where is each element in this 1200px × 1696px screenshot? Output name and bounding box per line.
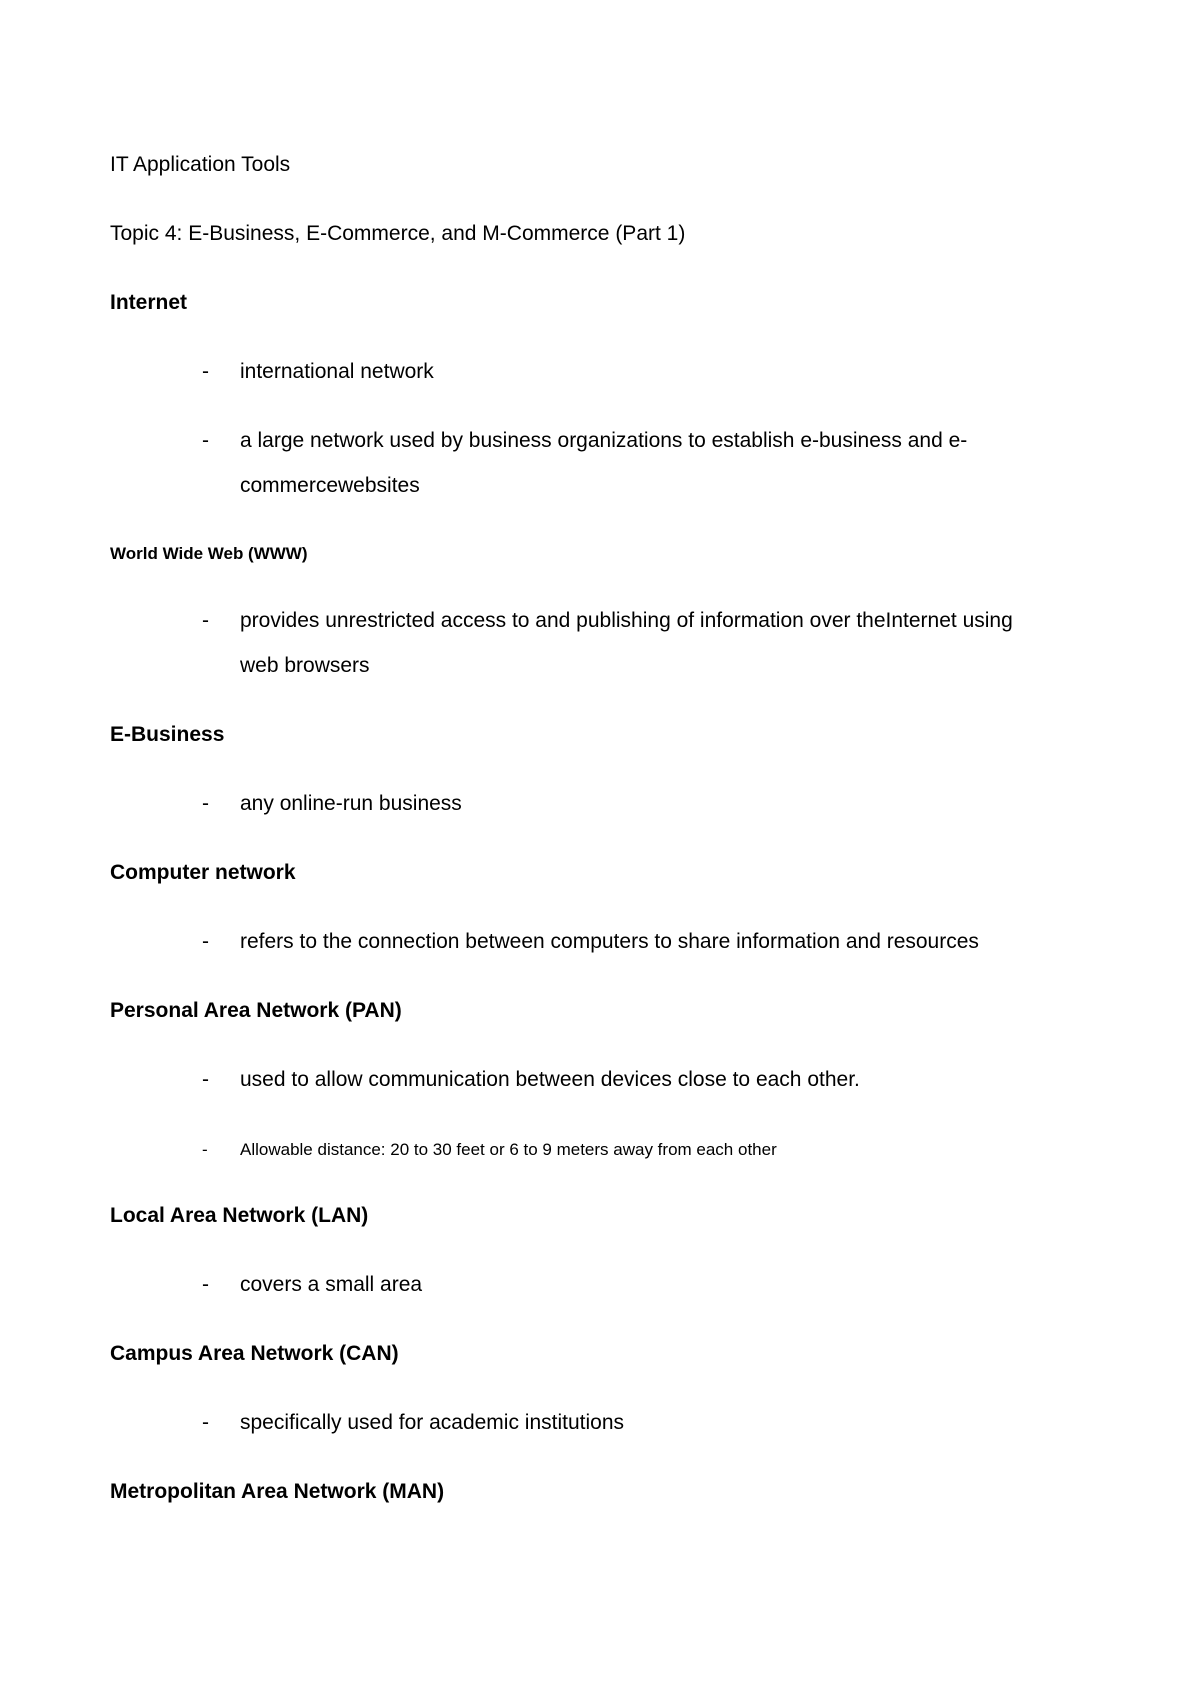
topic-title: Topic 4: E-Business, E-Commerce, and M-Commerce (Part 1): [110, 222, 686, 245]
list-item: [202, 1136, 777, 1164]
list-item: [202, 1271, 422, 1299]
section-heading-internet: Internet: [110, 291, 188, 314]
section-heading-can: Campus Area Network (CAN): [110, 1342, 399, 1365]
list-item-continuation: commercewebsites: [240, 474, 420, 497]
list-item: [202, 358, 434, 386]
list-item-text: covers a small area: [240, 1273, 423, 1296]
list-item: [202, 790, 462, 818]
section-heading-computer-network: Computer network: [110, 861, 296, 884]
list-item: [202, 1409, 624, 1437]
section-heading-man: Metropolitan Area Network (MAN): [110, 1480, 445, 1503]
list-item-text: any online-run business: [240, 792, 462, 815]
list-item: [202, 928, 979, 956]
list-item: [202, 1066, 860, 1094]
section-heading-pan: Personal Area Network (PAN): [110, 999, 402, 1022]
bullet-dash: -: [202, 930, 209, 953]
bullet-dash: -: [202, 360, 209, 383]
list-item-continuation: web browsers: [240, 654, 370, 677]
bullet-dash: -: [202, 1273, 209, 1296]
list-item-text: international network: [240, 360, 434, 383]
list-item-text: used to allow communication between devices close to each other.: [240, 1068, 860, 1091]
list-item-text: specifically used for academic institutions: [240, 1411, 625, 1434]
section-heading-www: World Wide Web (WWW): [110, 544, 308, 563]
bullet-dash: -: [202, 609, 209, 632]
course-title: IT Application Tools: [110, 153, 291, 176]
bullet-dash: -: [202, 1140, 208, 1159]
list-item-text: refers to the connection between computers to share information and resources: [240, 930, 979, 953]
list-item-text: provides unrestricted access to and publishing of information over theInternet using: [240, 609, 1013, 632]
bullet-dash: -: [202, 792, 209, 815]
list-item: [202, 607, 1013, 677]
section-heading-e-business: E-Business: [110, 723, 225, 746]
bullet-dash: -: [202, 1411, 209, 1434]
list-item-text: a large network used by business organizations to establish e-business and e-: [240, 429, 968, 452]
list-item-text: Allowable distance: 20 to 30 feet or 6 to 9 meters away from each other: [240, 1140, 777, 1159]
bullet-dash: -: [202, 1068, 209, 1091]
section-heading-lan: Local Area Network (LAN): [110, 1204, 369, 1227]
bullet-dash: -: [202, 429, 209, 452]
list-item: [202, 427, 968, 497]
